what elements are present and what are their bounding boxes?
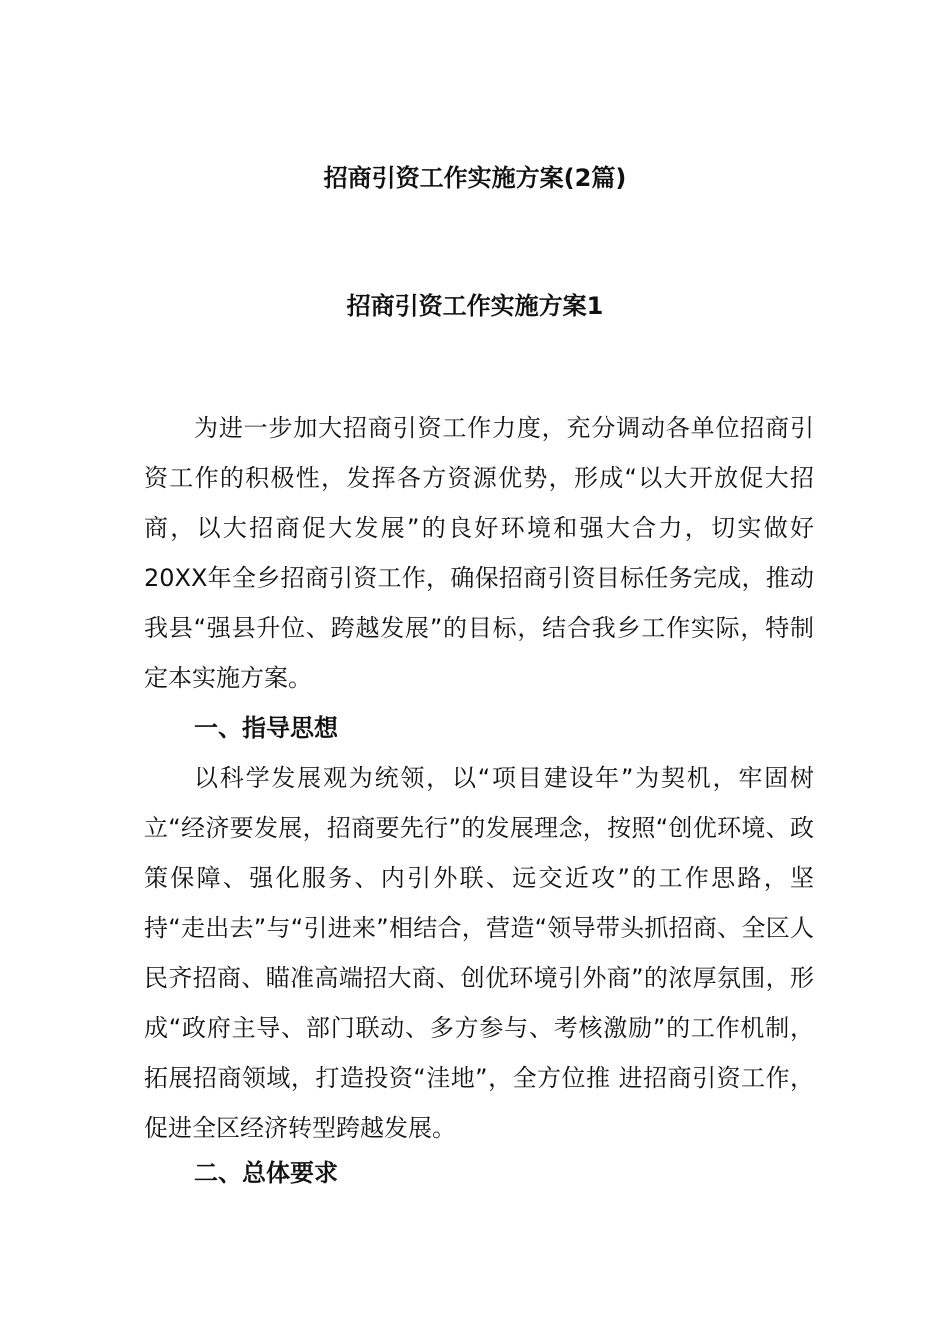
guiding-ideology-paragraph: 以科学发展观为统领，以“项目建设年”为契机，牢固树立“经济要发展，招商要先行”的发展理念，按照“创优环境、政策保障、强化服务、内引外联、远交近攻”的工作思路，坚持“走出去”与“引进来”相结合，营造“领导带头抓招商、全区人民齐招商、瞄准高端招大商、创优环境引外商”的浓厚氛围，形成“政府主导、部门联动、多方参与、考核激励”的工作机制，拓展招商领域，打造投资“洼地”，全方位推 进招商引资工作，促进全区经济转型跨越发展。	[144, 764, 814, 1142]
intro-paragraph: 为进一步加大招商引资工作力度，充分调动各单位招商引资工作的积极性，发挥各方资源优势，形成“以大开放促大招商，以大招商促大发展”的良好环境和强大合力，切实做好20XX年全乡招商引资工作，确保招商引资目标任务完成，推动我县“强县升位、跨越发展”的目标，结合我乡工作实际，特制定本实施方案。	[144, 414, 814, 692]
document-title: 招商引资工作实施方案(2篇)	[323, 164, 627, 192]
heading-guiding-ideology: 一、指导思想	[194, 714, 338, 742]
heading-general-requirements: 二、总体要求	[194, 1159, 338, 1187]
section-title: 招商引资工作实施方案1	[346, 292, 604, 320]
